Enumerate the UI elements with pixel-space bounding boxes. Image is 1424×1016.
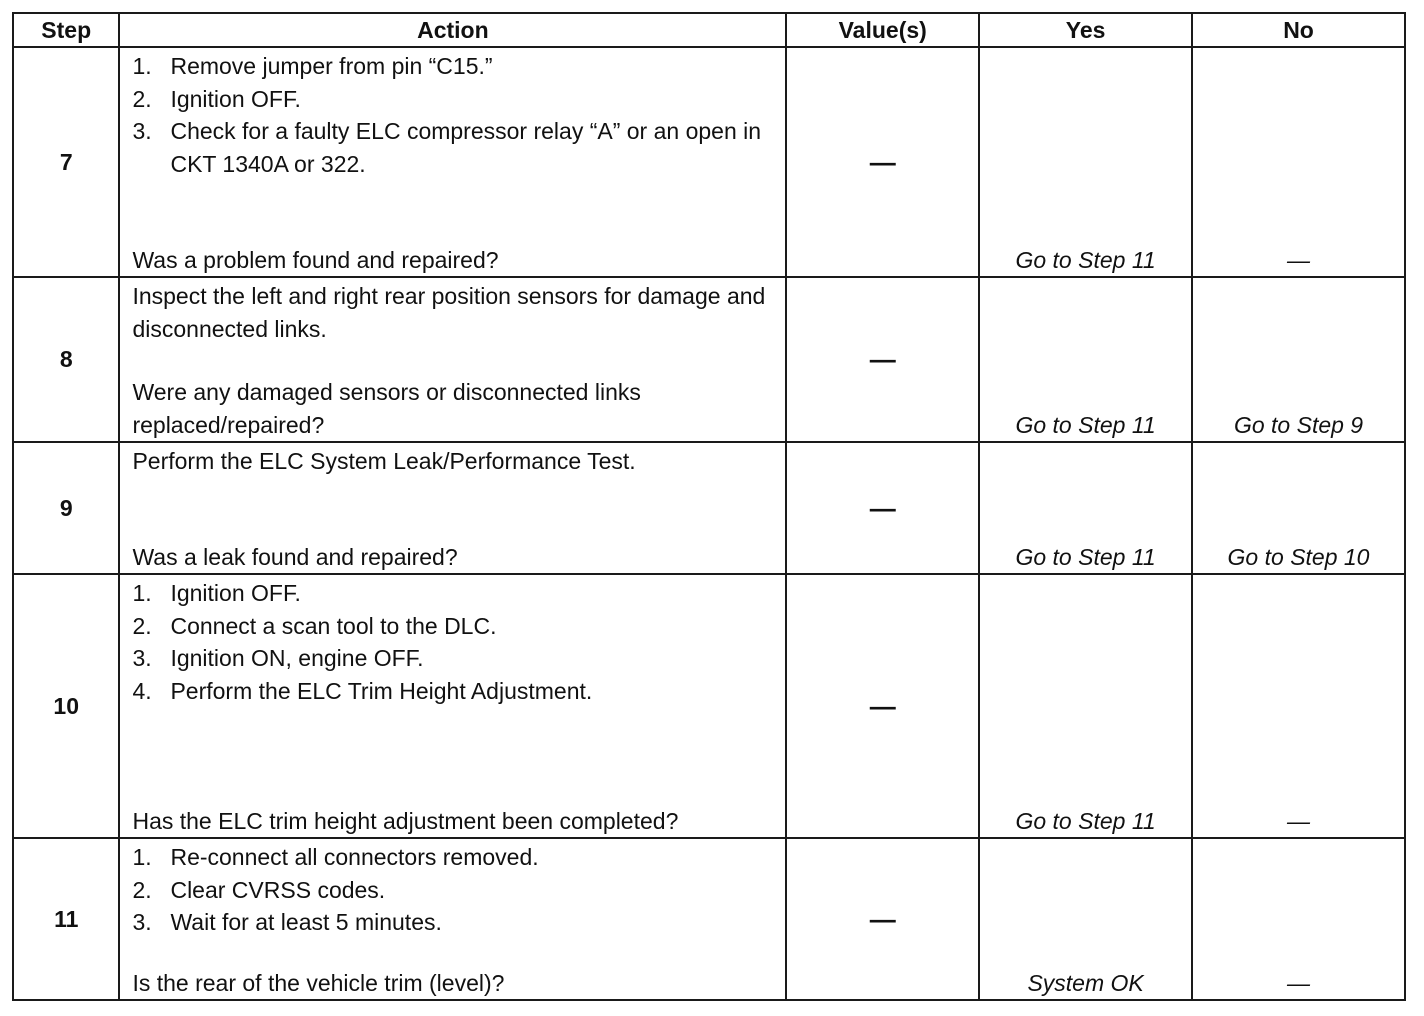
action-item: 3. Ignition ON, engine OFF. (132, 645, 424, 671)
no-cell (1192, 442, 1405, 574)
step-number: 11 (13, 838, 119, 1000)
action-cell (119, 574, 786, 838)
action-item: 1. Re-connect all connectors removed. (132, 844, 539, 870)
no-result: Go to Step 9 (1233, 412, 1364, 438)
action-cell (119, 442, 786, 574)
no-result: — (1287, 808, 1311, 834)
header-row (13, 13, 1405, 47)
table-row (13, 574, 1405, 838)
action-question: Was a problem found and repaired? (132, 246, 499, 273)
no-cell (1192, 47, 1405, 277)
step-number: 9 (13, 442, 119, 574)
header-no: No (1192, 13, 1405, 47)
action-question: Is the rear of the vehicle trim (level)? (132, 969, 505, 996)
no-result: — (1287, 247, 1311, 273)
header-yes: Yes (979, 13, 1192, 47)
no-cell (1192, 277, 1405, 442)
yes-cell (979, 442, 1192, 574)
value-cell: — (786, 442, 979, 574)
no-result: — (1287, 970, 1311, 996)
no-cell (1192, 838, 1405, 1000)
action-item: 4. Perform the ELC Trim Height Adjustment. (132, 677, 593, 704)
yes-cell (979, 838, 1192, 1000)
step-number: 7 (13, 47, 119, 277)
action-item: 2. Connect a scan tool to the DLC. (132, 612, 497, 639)
value-cell: — (786, 47, 979, 277)
header-action: Action (119, 13, 786, 47)
yes-result: Go to Step 11 (1015, 412, 1156, 438)
header-step: Step (13, 13, 119, 47)
no-cell (1192, 574, 1405, 838)
action-cell (119, 838, 786, 1000)
table-row (13, 277, 1405, 442)
action-text: Perform the ELC System Leak/Performance Test. (132, 448, 636, 474)
action-text: Inspect the left and right rear position sensors for damage and disconnected links. (132, 283, 766, 342)
yes-result: Go to Step 11 (1015, 247, 1156, 273)
action-cell (119, 47, 786, 277)
action-item: 3. Wait for at least 5 minutes. (132, 909, 442, 935)
table-row (13, 47, 1405, 277)
header-values: Value(s) (786, 13, 979, 47)
yes-cell (979, 277, 1192, 442)
table-row (13, 442, 1405, 574)
yes-result: Go to Step 11 (1015, 808, 1156, 834)
action-cell (119, 277, 786, 442)
action-item: 1. Remove jumper from pin “C15.” (132, 53, 493, 79)
yes-result: Go to Step 11 (1015, 544, 1156, 570)
value-cell: — (786, 574, 979, 838)
step-number: 8 (13, 277, 119, 442)
action-item: 1. Ignition OFF. (132, 580, 301, 606)
action-question: Has the ELC trim height adjustment been completed? (132, 807, 679, 834)
yes-cell (979, 574, 1192, 838)
table-row (13, 838, 1405, 1000)
action-item: 2. Ignition OFF. (132, 85, 301, 112)
action-item: 2. Clear CVRSS codes. (132, 876, 386, 903)
no-result: Go to Step 10 (1227, 544, 1370, 570)
value-cell: — (786, 838, 979, 1000)
action-question: Were any damaged sensors or disconnected links replaced/repaired? (132, 379, 641, 438)
diagnostic-table (12, 12, 1406, 1001)
yes-cell (979, 47, 1192, 277)
step-number: 10 (13, 574, 119, 838)
action-item: 3. Check for a faulty ELC compressor relay “A” or an open in CKT 1340A or 322. (132, 118, 762, 177)
value-cell: — (786, 277, 979, 442)
yes-result: System OK (1027, 970, 1144, 996)
action-question: Was a leak found and repaired? (132, 543, 458, 570)
